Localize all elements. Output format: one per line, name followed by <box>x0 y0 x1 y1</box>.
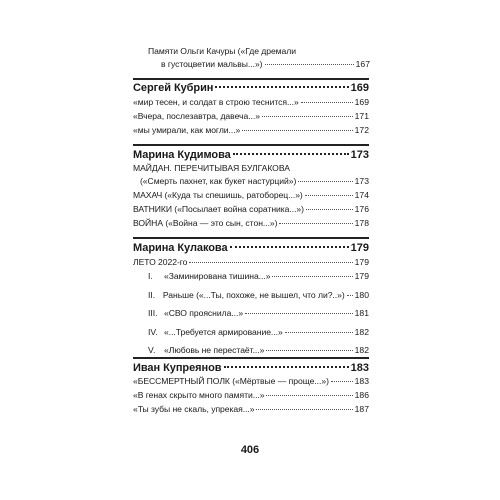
leader-dots <box>256 409 352 410</box>
leader-dots <box>230 246 349 248</box>
page-number: 406 <box>240 444 260 456</box>
toc-entry[interactable] <box>133 204 369 218</box>
toc-author[interactable] <box>133 149 369 163</box>
roman-numeral: III. <box>148 308 158 318</box>
toc-entry[interactable] <box>133 390 369 404</box>
toc-entry-title: Раньше («...Ты, похоже, не вышел, что ли?..») <box>162 290 345 300</box>
leader-dots <box>189 262 352 263</box>
roman-numeral: V. <box>148 345 156 355</box>
toc-entry[interactable] <box>161 59 370 73</box>
toc-entry[interactable] <box>133 97 369 111</box>
leader-dots <box>298 181 352 182</box>
toc-entry-title: «...Требуется армирование...» <box>164 327 283 337</box>
toc-entry[interactable] <box>133 404 369 418</box>
leader-dots <box>245 313 353 314</box>
toc-entry-title: «Ты зубы не скаль, упрекая...» <box>133 404 255 414</box>
toc-entry-title: ВАТНИКИ («Посылает война соратника...») <box>133 204 304 214</box>
toc-entry-page: 174 <box>354 190 369 200</box>
toc-entry-title: МАХАЧ («Куда ты спешишь, ратоборец...») <box>133 190 303 200</box>
leader-dots <box>215 86 348 88</box>
toc-entry[interactable] <box>133 376 369 390</box>
leader-dots <box>272 276 352 277</box>
leader-dots <box>224 366 349 368</box>
toc-entry-page: 169 <box>354 97 369 107</box>
leader-dots <box>331 381 353 382</box>
toc-author[interactable] <box>133 362 369 376</box>
toc-entry-page: 182 <box>354 327 369 337</box>
leader-dots <box>265 64 354 65</box>
toc-entry-page: 179 <box>354 271 369 281</box>
toc-entry[interactable] <box>148 290 369 304</box>
leader-dots <box>262 116 353 117</box>
toc-entry-page: 180 <box>354 290 369 300</box>
leader-dots <box>242 130 352 131</box>
toc-entry-page: 167 <box>355 59 370 69</box>
toc-entry-page: 173 <box>354 176 369 186</box>
leader-dots <box>305 195 353 196</box>
toc-entry-page: 183 <box>354 376 369 386</box>
roman-numeral: IV. <box>148 327 158 337</box>
toc-entry-title: ЛЕТО 2022-го <box>133 257 188 267</box>
leader-dots <box>279 223 352 224</box>
toc-entry[interactable] <box>148 327 369 341</box>
roman-numeral: I. <box>148 271 153 281</box>
toc-entry-page: 171 <box>354 111 369 121</box>
leader-dots <box>301 102 353 103</box>
leader-dots <box>266 350 352 351</box>
toc-entry[interactable] <box>140 176 369 190</box>
leader-dots <box>347 295 353 296</box>
leader-dots <box>285 332 353 333</box>
toc-entry-title: «мы умирали, как могли...» <box>133 125 241 135</box>
toc-author[interactable] <box>133 242 369 256</box>
toc-entry[interactable] <box>133 190 369 204</box>
author-page: 183 <box>350 362 369 374</box>
leader-dots <box>233 153 349 155</box>
roman-numeral: II. <box>148 290 156 300</box>
toc-entry-title: «СВО прояснила...» <box>164 308 244 318</box>
toc-entry[interactable] <box>148 271 369 285</box>
toc-entry-page: 172 <box>354 125 369 135</box>
toc-entry-title: ВОЙНА («Война — это сын, стон...») <box>133 218 278 228</box>
toc-entry[interactable] <box>133 218 369 232</box>
author-page: 169 <box>350 82 369 94</box>
toc-entry-title: Памяти Ольги Качуры («Где дремали <box>148 46 296 56</box>
toc-entry[interactable] <box>133 111 369 125</box>
toc-author[interactable] <box>133 82 369 96</box>
section-divider <box>133 78 369 80</box>
toc-entry[interactable] <box>133 163 369 177</box>
toc-entry-title: «Заминирована тишина...» <box>164 271 271 281</box>
toc-entry-title: «В генах скрыто много памяти...» <box>133 390 265 400</box>
section-divider <box>133 237 369 239</box>
leader-dots <box>306 209 353 210</box>
toc-entry-title: «Вчера, послезавтра, давеча...» <box>133 111 260 121</box>
author-name: Марина Кулакова <box>133 242 228 254</box>
author-page: 179 <box>350 242 369 254</box>
toc-entry[interactable] <box>133 125 369 139</box>
toc-entry-page: 181 <box>354 308 369 318</box>
author-page: 173 <box>350 149 369 161</box>
toc-entry-page: 182 <box>354 345 369 355</box>
toc-entry-page: 176 <box>354 204 369 214</box>
toc-entry-title: МАЙДАН. ПЕРЕЧИТЫВАЯ БУЛГАКОВА <box>133 163 290 173</box>
toc-entry-page: 186 <box>354 390 369 400</box>
toc-entry-title: («Смерть пахнет, как букет настурций») <box>140 176 297 186</box>
toc-entry-page: 178 <box>354 218 369 228</box>
toc-entry-title: «БЕССМЕРТНЫЙ ПОЛК («Мёртвые — проще...») <box>133 376 329 386</box>
toc-entry[interactable] <box>148 308 369 322</box>
toc-entry-title: «Любовь не перестаёт...» <box>164 345 265 355</box>
section-divider <box>133 357 369 359</box>
author-name: Сергей Кубрин <box>133 82 214 94</box>
toc-entry-title: в густоцветии мальвы...») <box>161 59 263 69</box>
leader-dots <box>266 395 352 396</box>
toc-entry[interactable] <box>148 46 370 60</box>
toc-entry-title: «мир тесен, и солдат в строю теснится...» <box>133 97 299 107</box>
toc-entry-page: 187 <box>354 404 369 414</box>
author-name: Марина Кудимова <box>133 149 231 161</box>
toc-entry[interactable] <box>133 257 369 271</box>
section-divider <box>133 144 369 146</box>
toc-entry-page: 179 <box>354 257 369 267</box>
author-name: Иван Купреянов <box>133 362 222 374</box>
